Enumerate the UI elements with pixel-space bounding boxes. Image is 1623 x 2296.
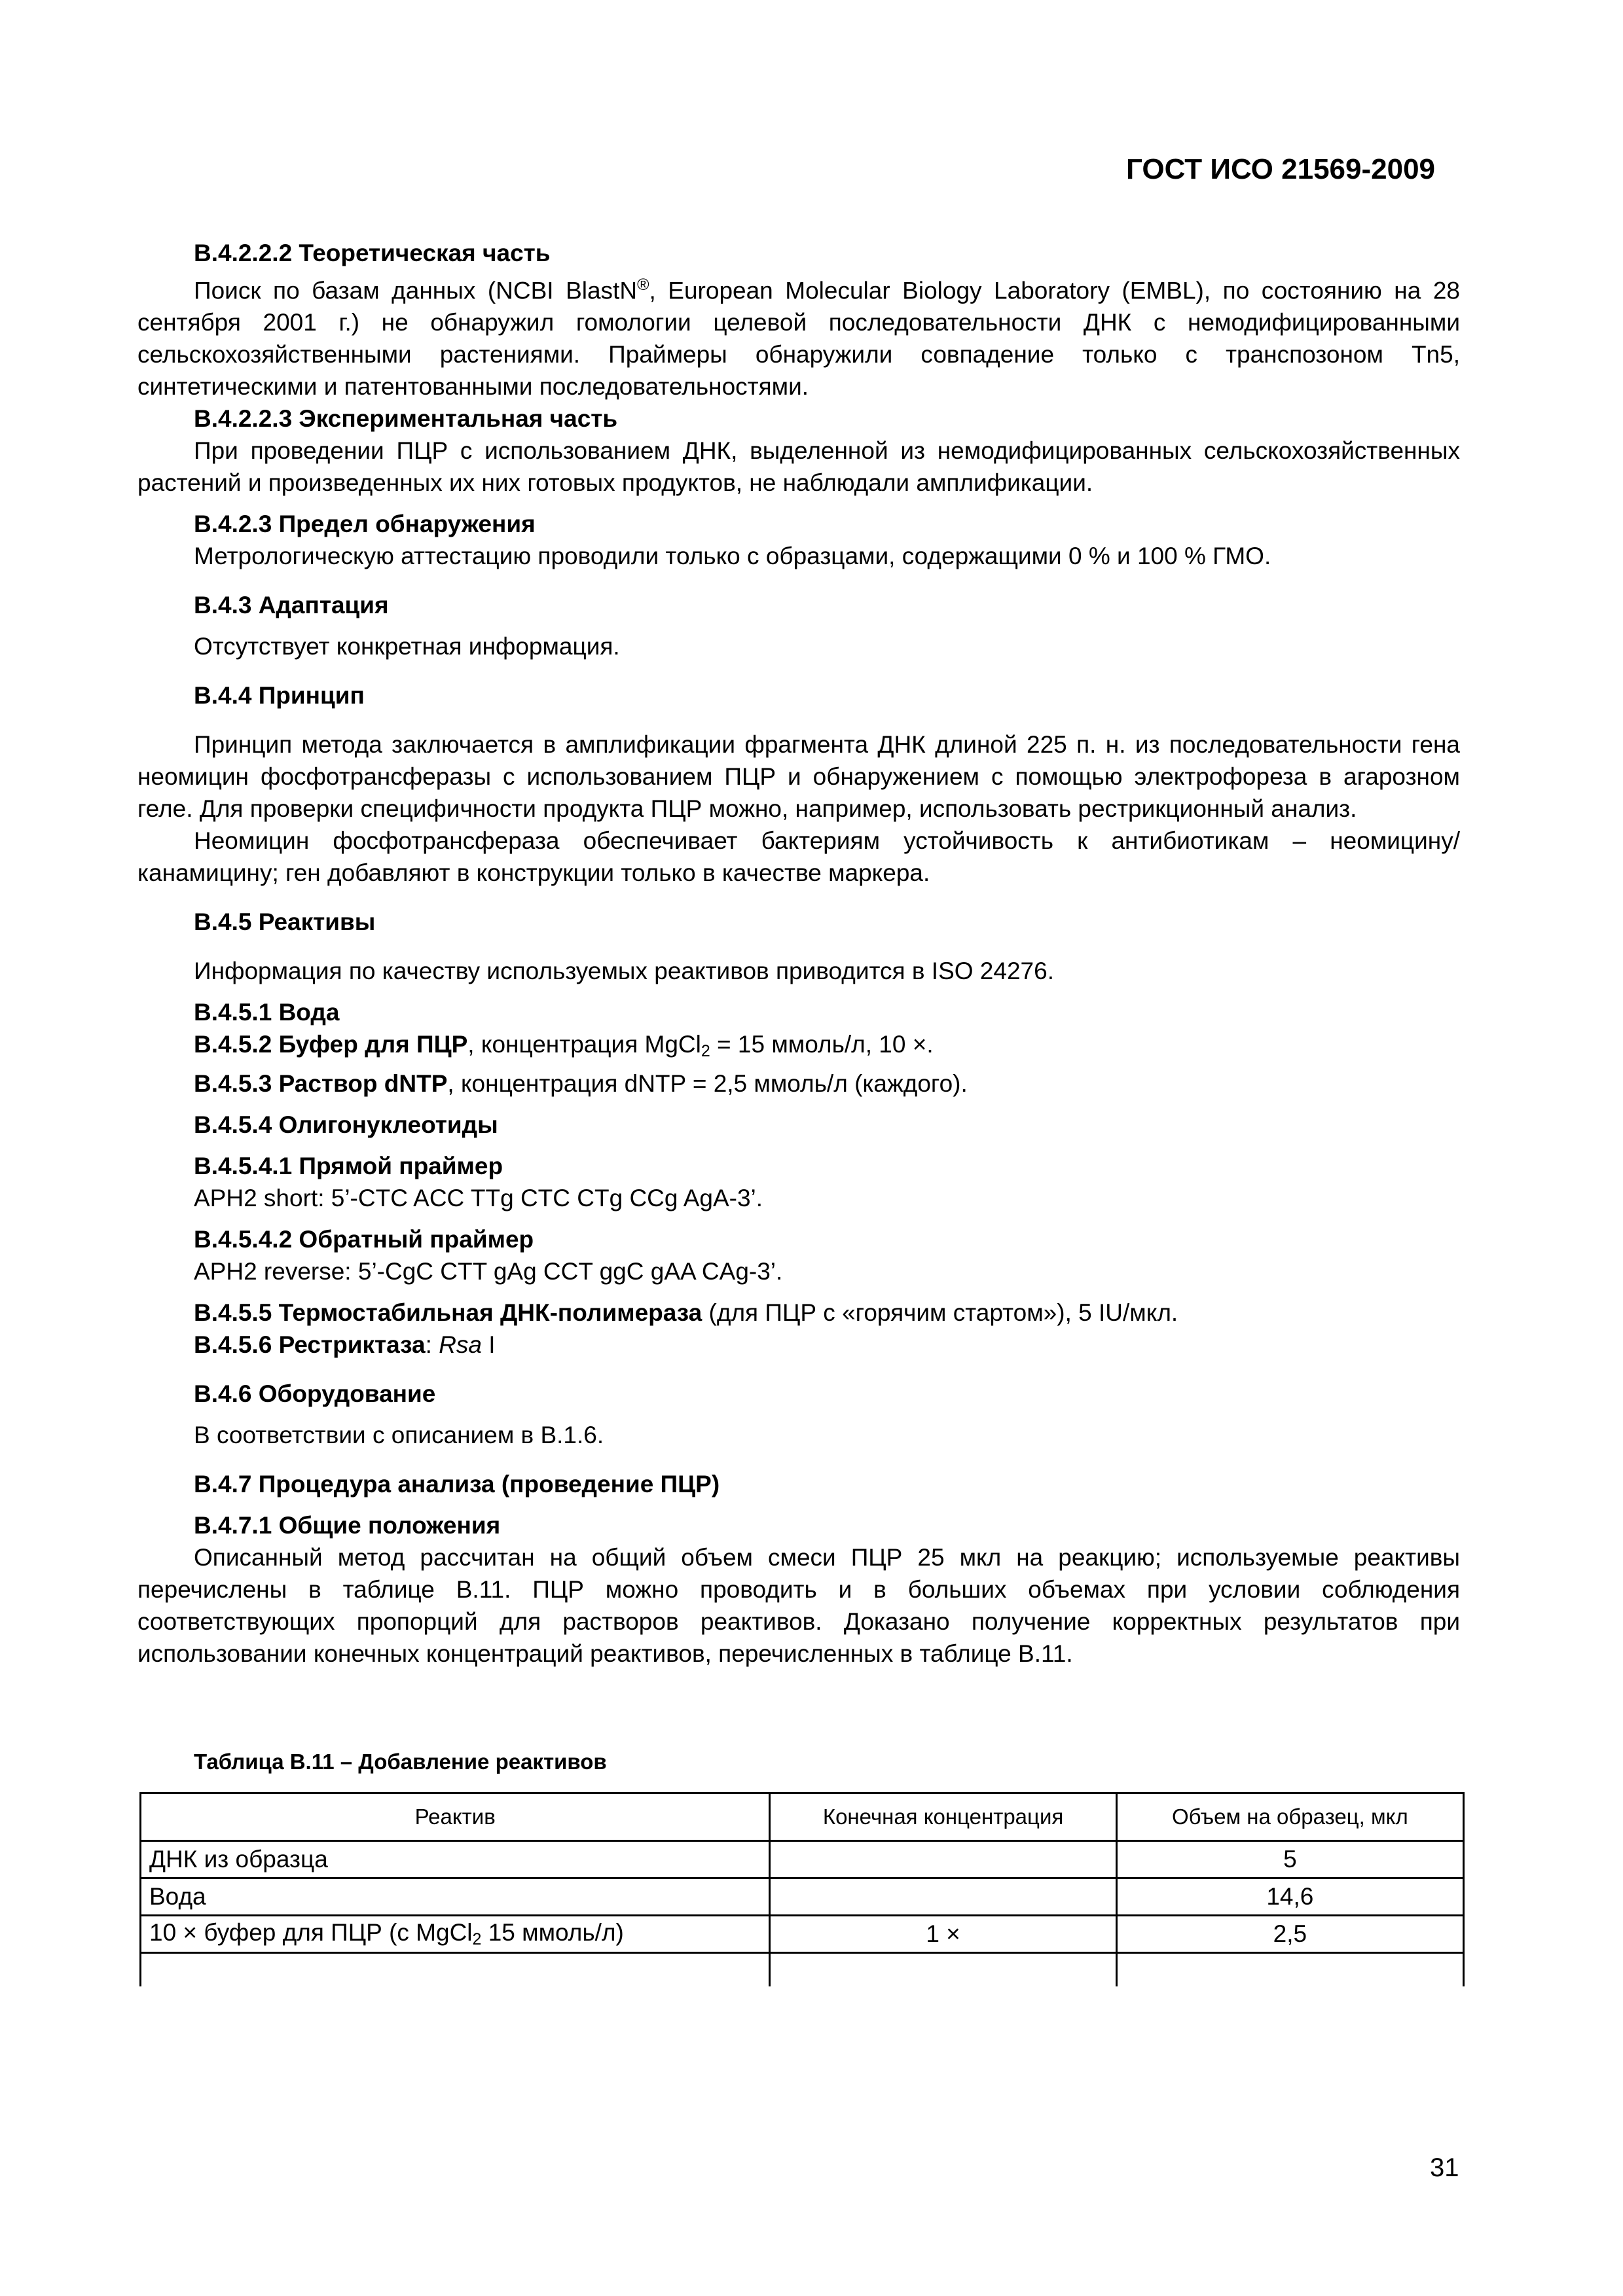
paragraph: Принцип метода заключается в амплификации фрагмента ДНК длиной 225 п. н. из последовательности гена неомицин фосфотрансферазы с использованием ПЦР и обнаружением с помощью электрофореза в агарозном геле. Для проверки специфичности продукта ПЦР можно, например, использовать рестрикционный анализ. bbox=[137, 731, 1460, 823]
column-header: Конечная концентрация bbox=[770, 1793, 1116, 1841]
paragraph: Метрологическую аттестацию проводили только с образцами, содержащими 0 % и 100 % ГМО. bbox=[194, 543, 1271, 570]
subscript: 2 bbox=[701, 1042, 710, 1061]
table-row-continued bbox=[141, 1953, 1464, 1987]
text-run: , European Molecular Biology Laboratory (EMBL), по состоянию на 28 сентября 2001 г.) не обнаружил гомологии целевой последовательности ДНК с немодифицированными сельскохозяйственными растениями. Праймеры обнаружили совпадение только с транспозоном Tn5, синтетическими и патентованными последовательностями. bbox=[137, 277, 1460, 401]
table-row bbox=[141, 1841, 1464, 1878]
item-restrictase bbox=[137, 1329, 1460, 1361]
concentration-cell bbox=[770, 1878, 1116, 1916]
reagent-cell: ДНК из образца bbox=[141, 1841, 770, 1878]
concentration-cell bbox=[770, 1841, 1116, 1878]
item-label: В.4.5.2 Буфер для ПЦР bbox=[194, 1031, 468, 1058]
table-header-row bbox=[141, 1793, 1464, 1841]
text-run: , концентрация dNTP = 2,5 ммоль/л (каждого). bbox=[447, 1070, 968, 1098]
section-heading: В.4.2.3 Предел обнаружения bbox=[194, 511, 536, 538]
item-label: В.4.5.3 Раствор dNTP bbox=[194, 1070, 448, 1098]
paragraph: Информация по качеству используемых реактивов приводится в ISO 24276. bbox=[194, 958, 1054, 985]
paragraph: Отсутствует конкретная информация. bbox=[194, 633, 620, 660]
subscript: 2 bbox=[472, 1930, 482, 1948]
item-label: В.4.5.5 Термостабильная ДНК-полимераза bbox=[194, 1299, 702, 1327]
section-heading: В.4.6 Оборудование bbox=[194, 1380, 436, 1408]
paragraph: Неомицин фосфотрансфераза обеспечивает бактериям устойчивость к антибиотикам – неомицину/канамицину; ген добавляют в конструкции только в качестве маркера. bbox=[137, 827, 1460, 887]
reagent-cell bbox=[141, 1916, 770, 1953]
item-pcr-buffer bbox=[137, 1028, 1460, 1067]
section-heading: В.4.7 Процедура анализа (проведение ПЦР) bbox=[194, 1471, 720, 1498]
item-dntp bbox=[137, 1067, 1460, 1100]
page-number: 31 bbox=[1430, 2153, 1459, 2182]
paragraph: В соответствии с описанием в В.1.6. bbox=[194, 1422, 604, 1449]
text-run: 15 ммоль/л) bbox=[481, 1919, 624, 1946]
reagents-table bbox=[139, 1792, 1465, 1986]
volume-cell: 2,5 bbox=[1116, 1916, 1463, 1953]
item-label: В.4.5.6 Рестриктаза bbox=[194, 1331, 426, 1359]
text-run: (для ПЦР с «горячим стартом»), 5 IU/мкл. bbox=[702, 1299, 1178, 1327]
subsection-heading: В.4.5.4.1 Прямой праймер bbox=[194, 1153, 503, 1180]
volume-cell: 5 bbox=[1116, 1841, 1463, 1878]
empty-cell bbox=[1116, 1953, 1463, 1987]
primer-sequence: APH2 reverse: 5’-CgC CTT gAg CCT ggC gAA CAg-3’. bbox=[194, 1258, 783, 1285]
section-heading: В.4.2.2.3 Экспериментальная часть bbox=[194, 405, 618, 433]
concentration-cell: 1 × bbox=[770, 1916, 1116, 1953]
section-heading: В.4.2.2.2 Теоретическая часть bbox=[194, 240, 551, 266]
text-run: Поиск по базам данных (NCBI BlastN bbox=[194, 277, 638, 304]
section-heading: В.4.4 Принцип bbox=[194, 682, 365, 709]
text-run: : bbox=[425, 1331, 439, 1359]
table-row bbox=[141, 1916, 1464, 1953]
volume-cell: 14,6 bbox=[1116, 1878, 1463, 1916]
column-header: Реактив bbox=[141, 1793, 770, 1841]
text-run: = 15 ммоль/л, 10 ×. bbox=[710, 1031, 934, 1058]
column-header: Объем на образец, мкл bbox=[1116, 1793, 1463, 1841]
document-header: ГОСТ ИСО 21569-2009 bbox=[1126, 153, 1436, 185]
document-body bbox=[137, 237, 1460, 1670]
text-run: I bbox=[482, 1331, 496, 1359]
section-heading: В.4.5.4 Олигонуклеотиды bbox=[194, 1111, 498, 1139]
enzyme-name: Rsa bbox=[439, 1331, 482, 1359]
item-polymerase bbox=[137, 1297, 1460, 1329]
empty-cell bbox=[141, 1953, 770, 1987]
paragraph: При проведении ПЦР с использованием ДНК, выделенной из немодифицированных сельскохозяйственных растений и произведенных их них готовых продуктов, не наблюдали амплификации. bbox=[137, 437, 1460, 497]
item-water: В.4.5.1 Вода bbox=[194, 999, 340, 1026]
paragraph bbox=[137, 269, 1460, 403]
primer-sequence: APH2 short: 5’-CTC ACC TTg CTC CTg CCg AgA-3’. bbox=[194, 1185, 763, 1212]
subsection-heading: В.4.5.4.2 Обратный праймер bbox=[194, 1226, 534, 1253]
registered-mark: ® bbox=[637, 276, 649, 294]
text-run: , концентрация MgCl bbox=[467, 1031, 701, 1058]
reagent-cell: Вода bbox=[141, 1878, 770, 1916]
section-heading: В.4.5 Реактивы bbox=[194, 908, 376, 936]
section-heading: В.4.3 Адаптация bbox=[194, 592, 389, 619]
table-row bbox=[141, 1878, 1464, 1916]
subsection-heading: В.4.7.1 Общие положения bbox=[194, 1512, 501, 1539]
table-caption: Таблица В.11 – Добавление реактивов bbox=[194, 1749, 607, 1774]
text-run: 10 × буфер для ПЦР (с MgCl bbox=[149, 1919, 473, 1946]
empty-cell bbox=[770, 1953, 1116, 1987]
paragraph: Описанный метод рассчитан на общий объем смеси ПЦР 25 мкл на реакцию; используемые реактивы перечислены в таблице В.11. ПЦР можно проводить и в больших объемах при условии соблюдения соответствующих пропорций для растворов реактивов. Доказано получение корректных результатов при использовании конечных концентраций реактивов, перечисленных в таблице В.11. bbox=[137, 1544, 1460, 1668]
